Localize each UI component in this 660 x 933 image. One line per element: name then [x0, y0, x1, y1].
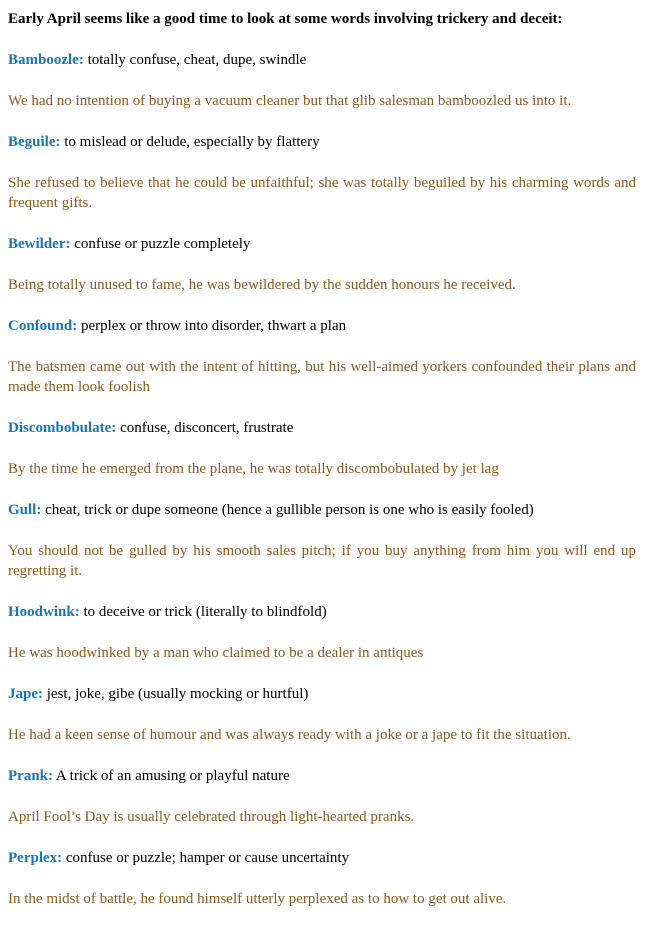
term-bewilder: Bewilder:: [8, 236, 71, 252]
definition-confound: [8, 316, 636, 336]
definition-hoodwink: [8, 602, 636, 622]
definition-text: totally confuse, cheat, dupe, swindle: [83, 52, 307, 68]
example-prank: April Fool’s Day is usually celebrated through light-hearted pranks.: [8, 809, 415, 825]
definition-text: to deceive or trick (literally to blindfold): [79, 604, 327, 620]
definition-text: to mislead or delude, especially by flattery: [60, 134, 320, 150]
example-gull: You should not be gulled by his smooth sales pitch; if you buy anything from him you will end up regretting it.: [8, 543, 636, 579]
term-jape: Jape:: [8, 686, 43, 702]
example-hoodwink: He was hoodwinked by a man who claimed to be a dealer in antiques: [8, 645, 424, 661]
definition-text: confuse or puzzle completely: [70, 236, 251, 252]
definition-beguile: [8, 132, 636, 152]
example-perplex: In the midst of battle, he found himself utterly perplexed as to how to get out alive.: [8, 891, 507, 907]
example-bewilder: Being totally unused to fame, he was bewildered by the sudden honours he received.: [8, 277, 516, 293]
definition-text: confuse or puzzle; hamper or cause uncertainty: [62, 850, 350, 866]
term-confound: Confound:: [8, 318, 78, 334]
definition-gull: [8, 500, 636, 520]
term-perplex: Perplex:: [8, 850, 63, 866]
definition-text: jest, joke, gibe (usually mocking or hurtful): [43, 686, 309, 702]
example-bamboozle: We had no intention of buying a vacuum cleaner but that glib salesman bamboozled us into it.: [8, 93, 572, 109]
definition-perplex: [8, 848, 636, 868]
term-discombobulate: Discombobulate:: [8, 420, 117, 436]
definition-jape: [8, 684, 636, 704]
example-confound: The batsmen came out with the intent of hitting, but his well-aimed yorkers confounded their plans and made them look foolish: [8, 359, 636, 395]
definition-bamboozle: [8, 50, 636, 70]
definition-text: A trick of an amusing or playful nature: [53, 768, 290, 784]
definition-text: perplex or throw into disorder, thwart a plan: [77, 318, 347, 334]
term-prank: Prank:: [8, 768, 53, 784]
example-discombobulate: By the time he emerged from the plane, he was totally discombobulated by jet lag: [8, 461, 499, 477]
definition-prank: [8, 766, 636, 786]
term-beguile: Beguile:: [8, 134, 61, 150]
term-hoodwink: Hoodwink:: [8, 604, 80, 620]
term-gull: Gull:: [8, 502, 42, 518]
intro-heading: Early April seems like a good time to look at some words involving trickery and deceit:: [8, 11, 563, 27]
definition-discombobulate: [8, 418, 636, 438]
definition-text: confuse, disconcert, frustrate: [116, 420, 294, 436]
term-bamboozle: Bamboozle:: [8, 52, 84, 68]
example-jape: He had a keen sense of humour and was always ready with a joke or a jape to fit the situation.: [8, 727, 571, 743]
definition-text: cheat, trick or dupe someone (hence a gullible person is one who is easily fooled): [41, 502, 534, 518]
definition-bewilder: [8, 234, 636, 254]
example-beguile: She refused to believe that he could be unfaithful; she was totally beguiled by his charming words and frequent gifts.: [8, 175, 636, 211]
